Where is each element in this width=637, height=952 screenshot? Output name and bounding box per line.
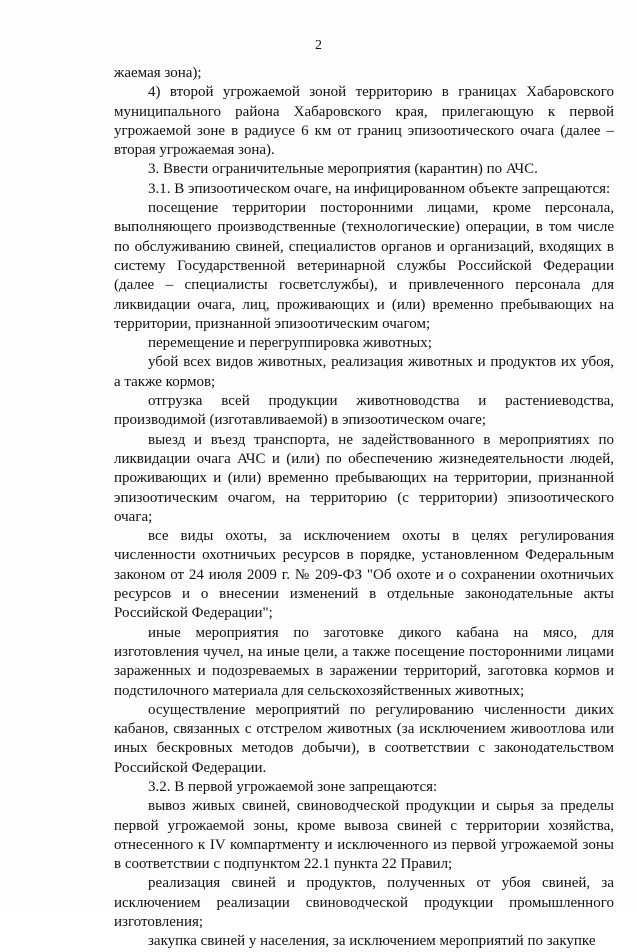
paragraph: убой всех видов животных, реализация животных и продуктов их убоя, а также кормов; bbox=[114, 354, 614, 390]
paragraph: выезд и въезд транспорта, не задействованного в мероприятиях по ликвидации очага АЧС и (или) по обеспечению жизнедеятельности людей, проживающих и (или) временно пребывающих на территории, признанной эпизоотическим очагом, на территорию (с территории) эпизоотического очага; bbox=[114, 431, 614, 525]
paragraph: жаемая зона); bbox=[114, 65, 202, 81]
paragraph: посещение территории посторонними лицами, кроме персонала, выполняющего производственные (технологические) операции, в том числе по обслуживанию свиней, специалистов органов и организаций, входящих в систему Государственной ветеринарной службы Российской Федерации (далее – специалисты госветслужбы), и привлеченного персонала для ликвидации очага, лиц, проживающих и (или) временно пребывающих на территории, признанной эпизоотическим очагом; bbox=[114, 200, 614, 332]
paragraph: закупка свиней у населения, за исключением мероприятий по закупке bbox=[148, 933, 596, 950]
paragraph: отгрузка всей продукции животноводства и растениеводства, производимой (изготавливаемой) в эпизоотическом очаге; bbox=[114, 393, 614, 429]
paragraph: все виды охоты, за исключением охоты в целях регулирования численности охотничьих ресурсов в порядке, установленном Федеральным законом от 24 июля 2009 г. № 209-ФЗ "Об охоте и о сохранении охотничьих ресурсов и о внесении изменений в отдельные законодательные акты Российской Федерации"; bbox=[114, 528, 614, 622]
paragraph: 4) второй угрожаемой зоной территорию в границах Хабаровского муниципального района Хабаровского края, прилегающую к первой угрожаемой зоне в радиусе 6 км от границ эпизоотического очага (далее – вторая угрожаемая зона). bbox=[114, 84, 614, 159]
document-body bbox=[114, 64, 614, 952]
paragraph: иные мероприятия по заготовке дикого кабана на мясо, для изготовления чучел, на иные цели, а также посещение посторонними лицами зараженных и подозреваемых в заражении территорий, заготовка кормов и подстилочного материала для сельскохозяйственных животных; bbox=[114, 624, 614, 699]
paragraph: 3. Ввести ограничительные мероприятия (карантин) по АЧС. bbox=[148, 161, 538, 178]
page-number: 2 bbox=[315, 38, 322, 53]
paragraph: 3.2. В первой угрожаемой зоне запрещаются: bbox=[148, 778, 438, 795]
paragraph: осуществление мероприятий по регулированию численности диких кабанов, связанных с отстрелом животных (за исключением живоотлова или иных бескровных методов добычи), в соответствии с законодательством Российской Федерации. bbox=[114, 701, 614, 776]
paragraph: 3.1. В эпизоотическом очаге, на инфицированном объекте запрещаются: bbox=[148, 180, 611, 197]
paragraph: вывоз живых свиней, свиноводческой продукции и сырья за пределы первой угрожаемой зоны, кроме вывоза свиней с территории хозяйства, отнесенного к IV компартменту и исключенного из первой угрожаемой зоны в соответствии с подпунктом 22.1 пункта 22 Правил; bbox=[114, 798, 614, 873]
paragraph: перемещение и перегруппировка животных; bbox=[148, 335, 432, 352]
paragraph: реализация свиней и продуктов, полученных от убоя свиней, за исключением реализации свиноводческой продукции промышленного изготовления; bbox=[114, 875, 614, 931]
